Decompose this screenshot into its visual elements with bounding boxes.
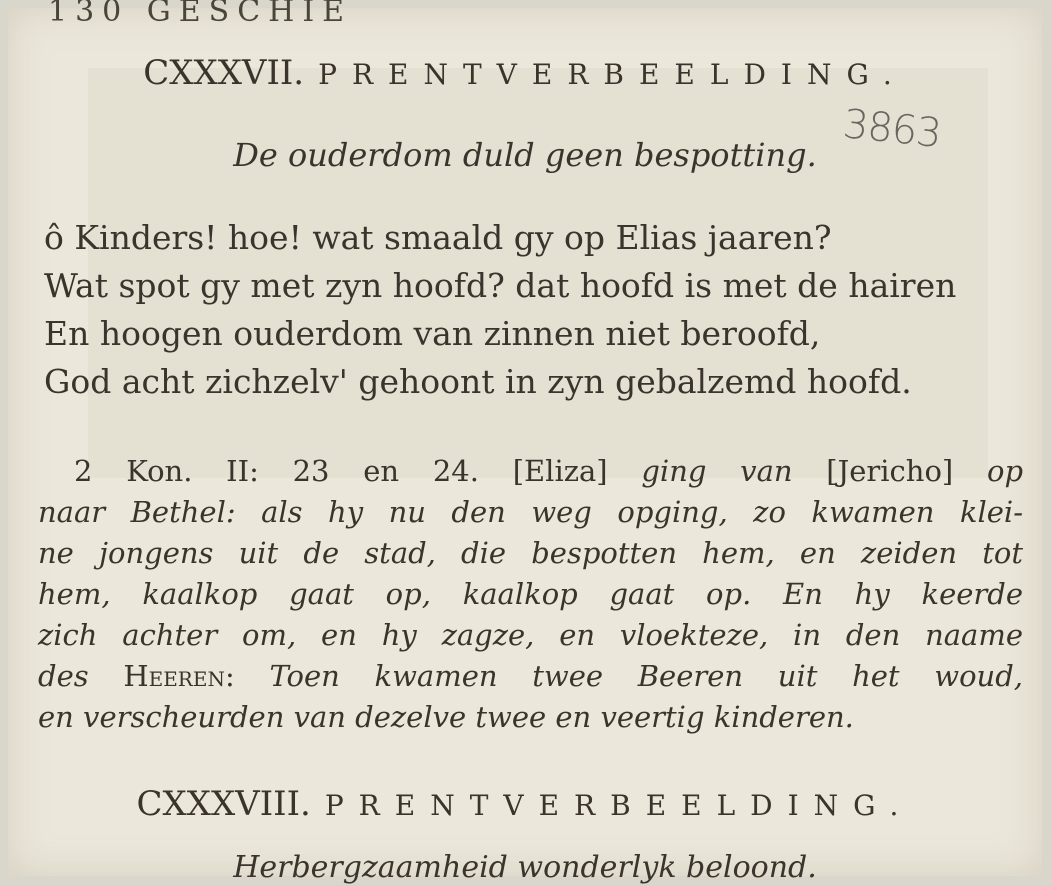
motto: De ouderdom duld geen bespotting. xyxy=(233,136,817,174)
scripture-line: ne jongens uit de stad, die bespotten hem, en zeiden tot xyxy=(38,536,1023,570)
poem-line: En hoogen ouderdom van zinnen niet beroofd, xyxy=(44,314,821,353)
document-page xyxy=(8,0,1042,885)
plate-heading-137 xyxy=(8,53,1042,93)
cropped-running-head: 130 GESCHIE xyxy=(48,0,353,29)
plate-word: PRENTVERBEELDING. xyxy=(318,58,907,91)
poem xyxy=(44,214,1024,406)
scripture-line: des Heeren: Toen kwamen twee Beeren uit het woud, xyxy=(38,659,1024,693)
next-motto: Herbergzaamheid wonderlyk beloond. xyxy=(233,850,817,885)
plate-number: CXXXVII. xyxy=(143,53,305,93)
poem-line: ô Kinders! hoe! wat smaald gy op Elias jaaren? xyxy=(44,218,832,257)
scripture-reference: 2 Kon. II: 23 en 24. [Eliza] xyxy=(74,454,608,488)
scripture-line: naar Bethel: als hy nu den weg opging, zo kwamen klei- xyxy=(38,495,1023,529)
poem-line: Wat spot gy met zyn hoofd? dat hoofd is met de hairen xyxy=(44,266,957,305)
scripture-line: 2 Kon. II: 23 en 24. [Eliza] ging van [Jericho] op xyxy=(74,454,1024,488)
scripture-line: en verscheurden van dezelve twee en veertig kinderen. xyxy=(38,700,854,734)
plate-number: CXXXVIII. xyxy=(136,784,311,824)
pencil-annotation: 3863 xyxy=(840,101,943,157)
scripture-passage xyxy=(38,451,1023,738)
plate-heading-138 xyxy=(8,784,1042,824)
plate-word: PRENTVERBEELDING. xyxy=(324,789,914,822)
poem-line: God acht zichzelv' gehoont in zyn gebalzemd hoofd. xyxy=(44,362,912,401)
scripture-line: zich achter om, en hy zagze, en vloekteze, in den naame xyxy=(38,618,1023,652)
scripture-line: hem, kaalkop gaat op, kaalkop gaat op. En hy keerde xyxy=(38,577,1023,611)
